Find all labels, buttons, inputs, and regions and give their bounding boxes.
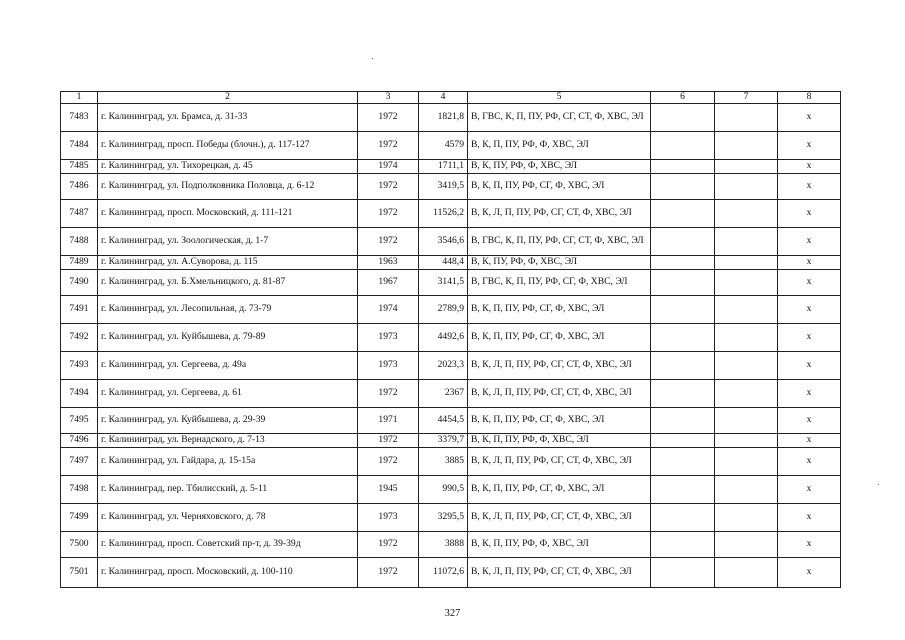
column-7-cell: [715, 295, 778, 323]
column-header-6: 6: [651, 92, 715, 104]
area-cell: 990,5: [419, 475, 468, 503]
column-8-cell: х: [778, 159, 841, 173]
column-6-cell: [651, 227, 715, 255]
area-cell: 3546,6: [419, 227, 468, 255]
area-cell: 2023,3: [419, 351, 468, 379]
area-cell: 4492,6: [419, 323, 468, 351]
column-8-cell: х: [778, 379, 841, 407]
table-row: [61, 407, 841, 433]
table-row: [61, 227, 841, 255]
year-built-cell: 1973: [358, 323, 419, 351]
column-8-cell: х: [778, 103, 841, 131]
column-8-cell: х: [778, 531, 841, 557]
column-7-cell: [715, 433, 778, 447]
table-row: [61, 323, 841, 351]
address-cell: г. Калининград, просп. Московский, д. 111-121: [98, 199, 358, 227]
table-row: [61, 351, 841, 379]
systems-codes-cell: В, К, П, ПУ, РФ, СГ, Ф, ХВС, ЭЛ: [468, 323, 651, 351]
area-cell: 3888: [419, 531, 468, 557]
table-row: [61, 503, 841, 531]
column-8-cell: х: [778, 433, 841, 447]
column-header-8: 8: [778, 92, 841, 104]
column-8-cell: х: [778, 131, 841, 159]
area-cell: 3379,7: [419, 433, 468, 447]
systems-codes-cell: В, К, ПУ, РФ, Ф, ХВС, ЭЛ: [468, 159, 651, 173]
column-6-cell: [651, 503, 715, 531]
systems-codes-cell: В, К, Л, П, ПУ, РФ, СГ, СТ, Ф, ХВС, ЭЛ: [468, 199, 651, 227]
column-8-cell: х: [778, 351, 841, 379]
column-6-cell: [651, 173, 715, 199]
table-row: [61, 447, 841, 475]
year-built-cell: 1972: [358, 131, 419, 159]
row-number-cell: 7483: [61, 103, 98, 131]
address-cell: г. Калининград, ул. Гайдара, д. 15-15а: [98, 447, 358, 475]
row-number-cell: 7497: [61, 447, 98, 475]
table-row: [61, 433, 841, 447]
column-8-cell: х: [778, 173, 841, 199]
address-cell: г. Калининград, ул. Черняховского, д. 78: [98, 503, 358, 531]
table-body: [61, 103, 841, 587]
column-7-cell: [715, 199, 778, 227]
column-8-cell: х: [778, 323, 841, 351]
column-6-cell: [651, 159, 715, 173]
systems-codes-cell: В, К, Л, П, ПУ, РФ, СГ, СТ, Ф, ХВС, ЭЛ: [468, 379, 651, 407]
column-8-cell: х: [778, 407, 841, 433]
column-6-cell: [651, 269, 715, 295]
year-built-cell: 1973: [358, 503, 419, 531]
area-cell: 2789,9: [419, 295, 468, 323]
column-6-cell: [651, 255, 715, 269]
column-6-cell: [651, 407, 715, 433]
column-7-cell: [715, 173, 778, 199]
year-built-cell: 1974: [358, 159, 419, 173]
table-row: [61, 475, 841, 503]
year-built-cell: 1972: [358, 557, 419, 587]
column-7-cell: [715, 227, 778, 255]
register-sheet: [60, 91, 840, 588]
year-built-cell: 1973: [358, 351, 419, 379]
area-cell: 11526,2: [419, 199, 468, 227]
column-6-cell: [651, 447, 715, 475]
year-built-cell: 1972: [358, 447, 419, 475]
row-number-cell: 7486: [61, 173, 98, 199]
area-cell: 448,4: [419, 255, 468, 269]
table-row: [61, 531, 841, 557]
column-7-cell: [715, 323, 778, 351]
systems-codes-cell: В, К, Л, П, ПУ, РФ, СГ, СТ, Ф, ХВС, ЭЛ: [468, 557, 651, 587]
column-8-cell: х: [778, 503, 841, 531]
column-header-1: 1: [61, 92, 98, 104]
address-cell: г. Калининград, ул. Б.Хмельницкого, д. 81-87: [98, 269, 358, 295]
area-cell: 1821,8: [419, 103, 468, 131]
row-number-cell: 7498: [61, 475, 98, 503]
column-7-cell: [715, 475, 778, 503]
systems-codes-cell: В, К, П, ПУ, РФ, Ф, ХВС, ЭЛ: [468, 131, 651, 159]
column-7-cell: [715, 103, 778, 131]
table-row: [61, 269, 841, 295]
column-8-cell: х: [778, 557, 841, 587]
row-number-cell: 7488: [61, 227, 98, 255]
table-row: [61, 103, 841, 131]
table-row: [61, 557, 841, 587]
column-6-cell: [651, 379, 715, 407]
scan-speck: [878, 484, 879, 485]
year-built-cell: 1967: [358, 269, 419, 295]
column-6-cell: [651, 475, 715, 503]
column-6-cell: [651, 531, 715, 557]
row-number-cell: 7485: [61, 159, 98, 173]
header-row: [61, 92, 841, 104]
year-built-cell: 1972: [358, 379, 419, 407]
column-7-cell: [715, 379, 778, 407]
column-7-cell: [715, 159, 778, 173]
row-number-cell: 7484: [61, 131, 98, 159]
address-cell: г. Калининград, ул. Куйбышева, д. 29-39: [98, 407, 358, 433]
area-cell: 3419,5: [419, 173, 468, 199]
address-cell: г. Калининград, ул. Куйбышева, д. 79-89: [98, 323, 358, 351]
systems-codes-cell: В, К, Л, П, ПУ, РФ, СГ, СТ, Ф, ХВС, ЭЛ: [468, 351, 651, 379]
column-6-cell: [651, 323, 715, 351]
year-built-cell: 1972: [358, 433, 419, 447]
column-8-cell: х: [778, 227, 841, 255]
systems-codes-cell: В, К, П, ПУ, РФ, СГ, Ф, ХВС, ЭЛ: [468, 475, 651, 503]
column-8-cell: х: [778, 475, 841, 503]
column-6-cell: [651, 433, 715, 447]
column-6-cell: [651, 557, 715, 587]
area-cell: 3295,5: [419, 503, 468, 531]
table-row: [61, 379, 841, 407]
column-6-cell: [651, 295, 715, 323]
column-header-3: 3: [358, 92, 419, 104]
column-header-7: 7: [715, 92, 778, 104]
area-cell: 1711,1: [419, 159, 468, 173]
address-cell: г. Калининград, просп. Советский пр-т, д. 39-39д: [98, 531, 358, 557]
year-built-cell: 1972: [358, 173, 419, 199]
address-cell: г. Калининград, ул. А.Суворова, д. 115: [98, 255, 358, 269]
row-number-cell: 7501: [61, 557, 98, 587]
column-8-cell: х: [778, 447, 841, 475]
column-header-5: 5: [468, 92, 651, 104]
address-cell: г. Калининград, ул. Вернадского, д. 7-13: [98, 433, 358, 447]
address-cell: г. Калининград, просп. Московский, д. 100-110: [98, 557, 358, 587]
row-number-cell: 7499: [61, 503, 98, 531]
column-7-cell: [715, 269, 778, 295]
row-number-cell: 7500: [61, 531, 98, 557]
area-cell: 3885: [419, 447, 468, 475]
systems-codes-cell: В, К, ПУ, РФ, Ф, ХВС, ЭЛ: [468, 255, 651, 269]
table-row: [61, 199, 841, 227]
column-8-cell: х: [778, 255, 841, 269]
address-cell: г. Калининград, ул. Сергеева, д. 61: [98, 379, 358, 407]
table-row: [61, 131, 841, 159]
area-cell: 11072,6: [419, 557, 468, 587]
table-row: [61, 295, 841, 323]
column-7-cell: [715, 557, 778, 587]
column-7-cell: [715, 531, 778, 557]
row-number-cell: 7487: [61, 199, 98, 227]
systems-codes-cell: В, ГВС, К, П, ПУ, РФ, СГ, СТ, Ф, ХВС, ЭЛ: [468, 103, 651, 131]
column-8-cell: х: [778, 269, 841, 295]
page-number: 327: [444, 608, 461, 619]
systems-codes-cell: В, К, Л, П, ПУ, РФ, СГ, СТ, Ф, ХВС, ЭЛ: [468, 503, 651, 531]
systems-codes-cell: В, К, Л, П, ПУ, РФ, СГ, СТ, Ф, ХВС, ЭЛ: [468, 447, 651, 475]
column-header-2: 2: [98, 92, 358, 104]
address-cell: г. Калининград, ул. Тихорецкая, д. 45: [98, 159, 358, 173]
column-7-cell: [715, 503, 778, 531]
address-cell: г. Калининград, пер. Тбилисский, д. 5-11: [98, 475, 358, 503]
year-built-cell: 1963: [358, 255, 419, 269]
column-6-cell: [651, 351, 715, 379]
year-built-cell: 1974: [358, 295, 419, 323]
year-built-cell: 1972: [358, 227, 419, 255]
table-row: [61, 159, 841, 173]
column-8-cell: х: [778, 199, 841, 227]
column-6-cell: [651, 103, 715, 131]
address-cell: г. Калининград, просп. Победы (блочн.), д. 117-127: [98, 131, 358, 159]
year-built-cell: 1971: [358, 407, 419, 433]
row-number-cell: 7494: [61, 379, 98, 407]
area-cell: 4454,5: [419, 407, 468, 433]
column-6-cell: [651, 199, 715, 227]
address-cell: г. Калининград, ул. Подполковника Половца, д. 6-12: [98, 173, 358, 199]
scan-speck: [372, 58, 373, 59]
area-cell: 3141,5: [419, 269, 468, 295]
systems-codes-cell: В, К, П, ПУ, РФ, Ф, ХВС, ЭЛ: [468, 531, 651, 557]
column-7-cell: [715, 407, 778, 433]
row-number-cell: 7491: [61, 295, 98, 323]
column-6-cell: [651, 131, 715, 159]
area-cell: 4579: [419, 131, 468, 159]
row-number-cell: 7495: [61, 407, 98, 433]
column-7-cell: [715, 255, 778, 269]
row-number-cell: 7493: [61, 351, 98, 379]
systems-codes-cell: В, ГВС, К, П, ПУ, РФ, СГ, СТ, Ф, ХВС, ЭЛ: [468, 227, 651, 255]
systems-codes-cell: В, К, П, ПУ, РФ, СГ, Ф, ХВС, ЭЛ: [468, 173, 651, 199]
systems-codes-cell: В, ГВС, К, П, ПУ, РФ, СГ, Ф, ХВС, ЭЛ: [468, 269, 651, 295]
address-cell: г. Калининград, ул. Лесопильная, д. 73-79: [98, 295, 358, 323]
row-number-cell: 7490: [61, 269, 98, 295]
row-number-cell: 7496: [61, 433, 98, 447]
column-8-cell: х: [778, 295, 841, 323]
row-number-cell: 7489: [61, 255, 98, 269]
systems-codes-cell: В, К, П, ПУ, РФ, Ф, ХВС, ЭЛ: [468, 433, 651, 447]
year-built-cell: 1972: [358, 199, 419, 227]
address-cell: г. Калининград, ул. Брамса, д. 31-33: [98, 103, 358, 131]
year-built-cell: 1945: [358, 475, 419, 503]
row-number-cell: 7492: [61, 323, 98, 351]
address-cell: г. Калининград, ул. Зоологическая, д. 1-7: [98, 227, 358, 255]
area-cell: 2367: [419, 379, 468, 407]
table-row: [61, 173, 841, 199]
address-cell: г. Калининград, ул. Сергеева, д. 49а: [98, 351, 358, 379]
column-7-cell: [715, 351, 778, 379]
systems-codes-cell: В, К, П, ПУ, РФ, СГ, Ф, ХВС, ЭЛ: [468, 295, 651, 323]
table-row: [61, 255, 841, 269]
register-table: [60, 91, 841, 588]
column-7-cell: [715, 447, 778, 475]
year-built-cell: 1972: [358, 103, 419, 131]
column-header-4: 4: [419, 92, 468, 104]
year-built-cell: 1972: [358, 531, 419, 557]
systems-codes-cell: В, К, П, ПУ, РФ, СГ, Ф, ХВС, ЭЛ: [468, 407, 651, 433]
column-7-cell: [715, 131, 778, 159]
